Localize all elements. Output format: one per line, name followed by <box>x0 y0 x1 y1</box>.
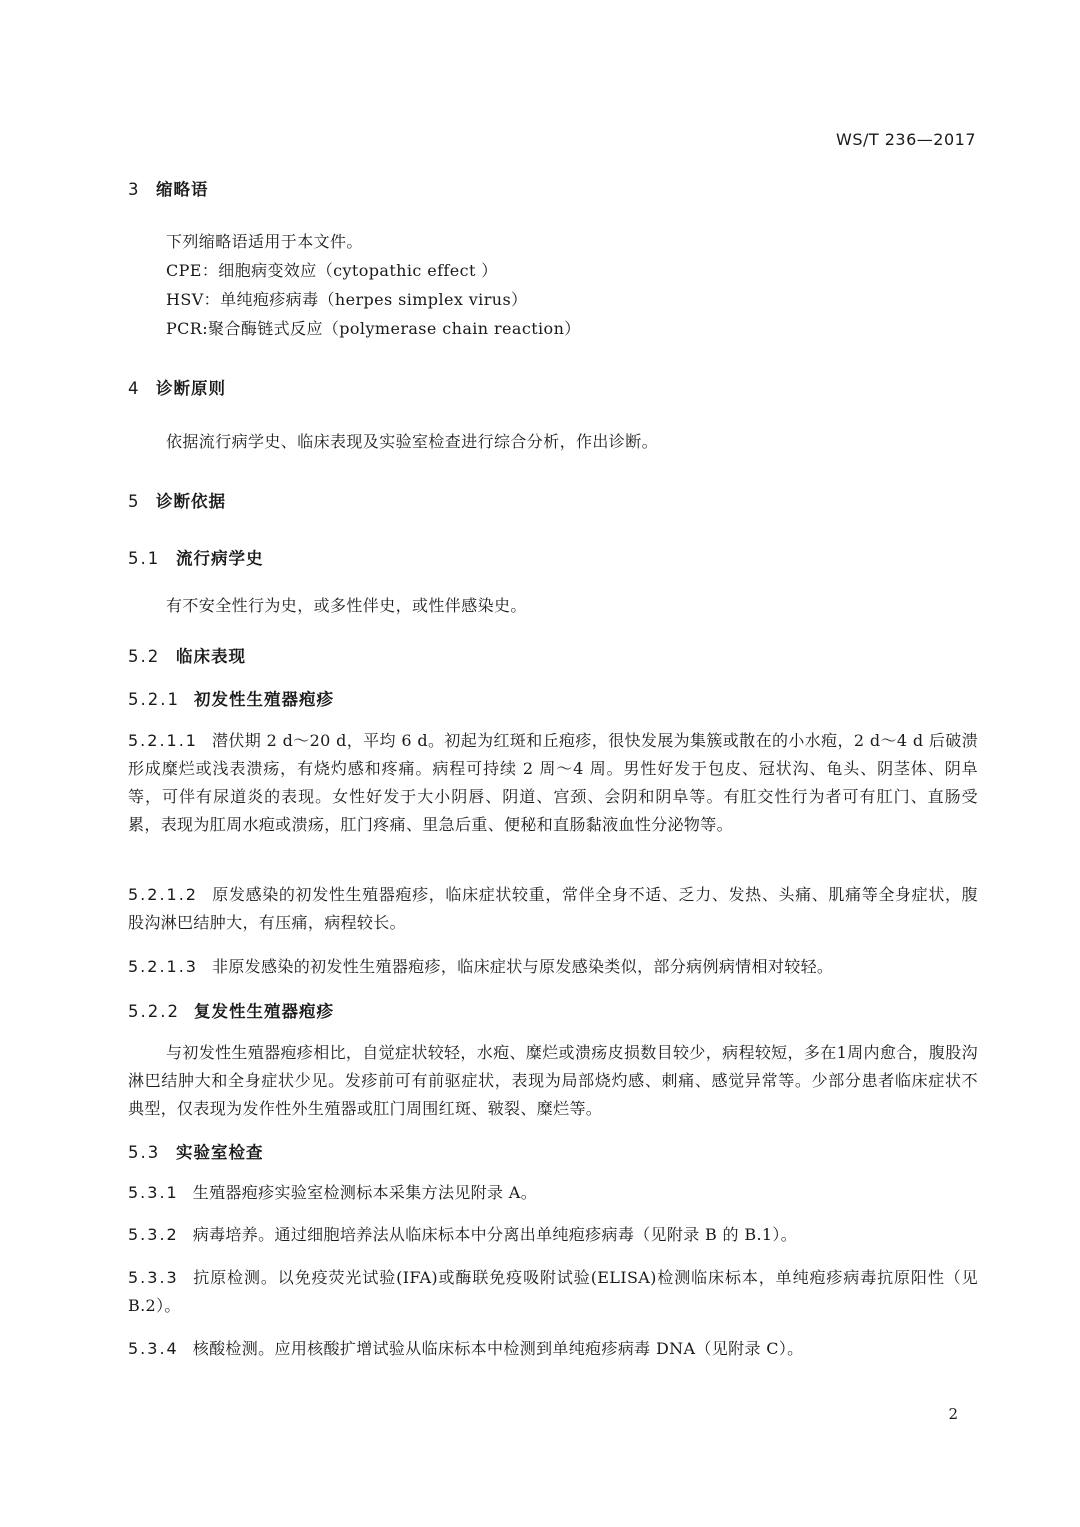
paragraph-number: 5.2.1.1 <box>128 731 198 750</box>
section-number: 5.2.1 <box>128 690 180 709</box>
section-3-heading <box>128 176 209 200</box>
paragraph-text: 病毒培养。通过细胞培养法从临床标本中分离出单纯疱疹病毒（见附录 B 的 B.1）。 <box>192 1225 798 1244</box>
abbr-hsv: HSV：单纯疱疹病毒（herpes simplex virus） <box>166 290 528 309</box>
section-title: 诊断原则 <box>156 379 226 398</box>
paragraph-number: 5.3.2 <box>128 1225 179 1244</box>
paragraph-5-2-1-2 <box>128 881 978 937</box>
standard-code: WS/T 236—2017 <box>836 130 976 149</box>
paragraph-text: 非原发感染的初发性生殖器疱疹，临床症状与原发感染类似，部分病例病情相对较轻。 <box>211 957 834 976</box>
paragraph-number: 5.3.3 <box>128 1268 179 1287</box>
section-number: 5 <box>128 492 141 511</box>
section-4-text: 依据流行病学史、临床表现及实验室检查进行综合分析，作出诊断。 <box>166 432 659 451</box>
paragraph-number: 5.3.4 <box>128 1339 179 1358</box>
paragraph-text: 抗原检测。以免疫荧光试验(IFA)或酶联免疫吸附试验(ELISA)检测临床标本，单纯疱疹病毒抗原阳性（见 B.2）。 <box>128 1268 978 1315</box>
section-4-heading <box>128 375 226 399</box>
paragraph-5-3-1 <box>128 1179 978 1207</box>
abbr-pcr: PCR:聚合酶链式反应（polymerase chain reaction） <box>166 319 581 338</box>
paragraph-text: 生殖器疱疹实验室检测标本采集方法见附录 A。 <box>192 1183 538 1202</box>
page-number: 2 <box>948 1405 958 1423</box>
section-number: 5.2 <box>128 647 161 666</box>
section-5-2-2-heading <box>128 998 334 1022</box>
section-number: 3 <box>128 180 141 199</box>
section-5-heading <box>128 488 226 512</box>
section-title: 实验室检查 <box>176 1143 264 1162</box>
paragraph-number: 5.3.1 <box>128 1183 179 1202</box>
section-5-2-1-heading <box>128 686 334 710</box>
paragraph-text: 潜伏期 2 d～20 d，平均 6 d。初起为红斑和丘疱疹，很快发展为集簇或散在的小水疱，2 d～4 d 后破溃形成糜烂或浅表溃疡，有烧灼感和疼痛。病程可持续 2 周～4 周。男性好发于包皮、冠状沟、龟头、阴茎体、阴阜等，可伴有尿道炎的表现。女性好发于大小阴唇、阴道、宫颈、会阴和阴阜等。有肛交性行为者可有肛门、直肠受累，表现为肛周水疱或溃疡，肛门疼痛、里急后重、便秘和直肠黏液血性分泌物等。 <box>128 731 978 834</box>
section-title: 初发性生殖器疱疹 <box>194 690 334 709</box>
paragraph-number: 5.2.1.3 <box>128 957 198 976</box>
paragraph-text: 原发感染的初发性生殖器疱疹，临床症状较重，常伴全身不适、乏力、发热、头痛、肌痛等全身症状，腹股沟淋巴结肿大，有压痛，病程较长。 <box>128 885 978 932</box>
paragraph-5-2-1-1 <box>128 727 978 839</box>
paragraph-number: 5.2.1.2 <box>128 885 198 904</box>
paragraph-5-2-1-3 <box>128 953 978 981</box>
section-number: 5.3 <box>128 1143 161 1162</box>
section-title: 流行病学史 <box>176 549 264 568</box>
section-number: 4 <box>128 379 141 398</box>
section-5-1-text: 有不安全性行为史，或多性伴史，或性伴感染史。 <box>166 596 527 615</box>
section-title: 复发性生殖器疱疹 <box>194 1002 334 1021</box>
section-5-1-heading <box>128 545 264 569</box>
section-5-2-heading <box>128 643 246 667</box>
section-title: 诊断依据 <box>156 492 226 511</box>
abbr-cpe: CPE：细胞病变效应（cytopathic effect ） <box>166 261 498 280</box>
section-5-3-heading <box>128 1139 264 1163</box>
section-5-2-2-text: 与初发性生殖器疱疹相比，自觉症状较轻，水疱、糜烂或溃疡皮损数目较少，病程较短，多在1周内愈合，腹股沟淋巴结肿大和全身症状少见。发疹前可有前驱症状，表现为局部烧灼感、刺痛、感觉异常等。少部分患者临床症状不典型，仅表现为发作性外生殖器或肛门周围红斑、皲裂、糜烂等。 <box>128 1043 978 1118</box>
section-title: 临床表现 <box>176 647 246 666</box>
paragraph-5-3-4 <box>128 1335 978 1363</box>
section-number: 5.1 <box>128 549 161 568</box>
section-number: 5.2.2 <box>128 1002 180 1021</box>
abbr-intro: 下列缩略语适用于本文件。 <box>166 232 363 251</box>
paragraph-text: 核酸检测。应用核酸扩增试验从临床标本中检测到单纯疱疹病毒 DNA（见附录 C）。 <box>192 1339 804 1358</box>
section-title: 缩略语 <box>156 180 209 199</box>
paragraph-5-3-3 <box>128 1264 978 1320</box>
paragraph-5-3-2 <box>128 1221 978 1249</box>
